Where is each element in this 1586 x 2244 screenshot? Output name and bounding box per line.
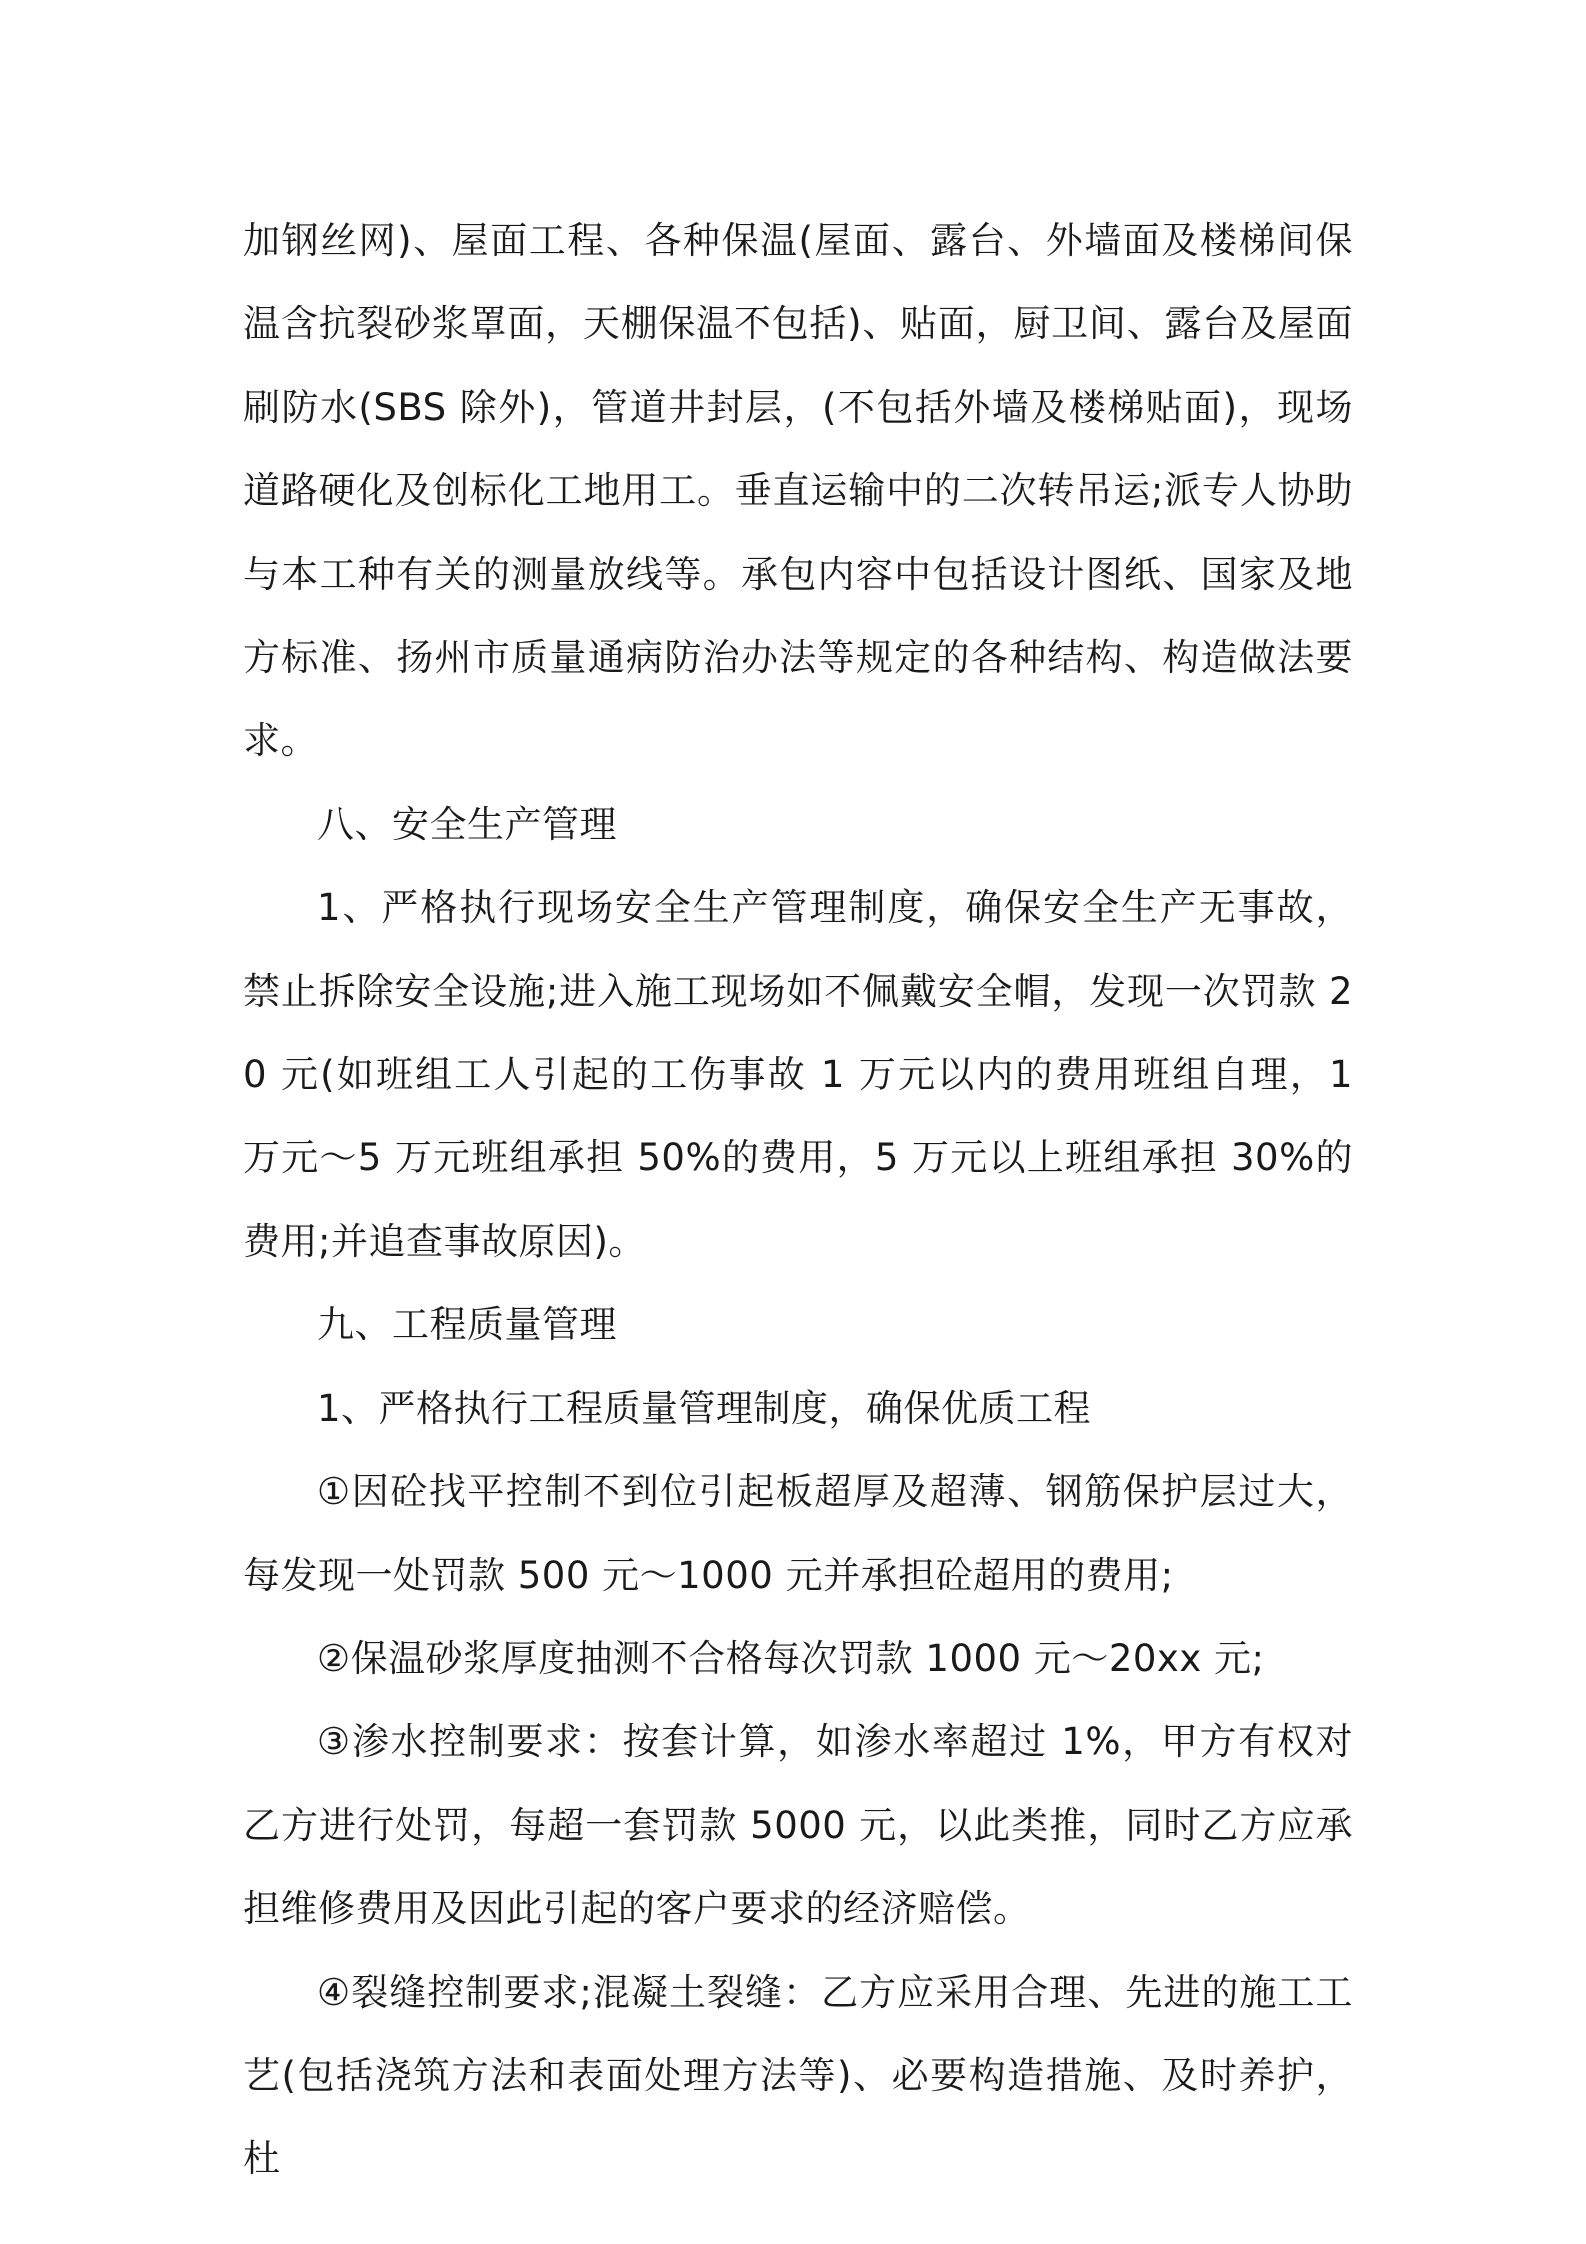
document-body [243, 199, 1353, 2201]
section-heading-quality: 九、工程质量管理 [317, 1303, 617, 1347]
paragraph-scope-continued: 加钢丝网)、屋面工程、各种保温(屋面、露台、外墙面及楼梯间保温含抗裂砂浆罩面，天棚保温不包括)、贴面，厨卫间、露台及屋面刷防水(SBS 除外)，管道井封层，(不包括外墙及楼梯贴面)，现场道路硬化及创标化工地用工。垂直运输中的二次转吊运;派专人协助与本工种有关的测量放线等。承包内容中包括设计图纸、国家及地方标准、扬州市质量通病防治办法等规定的各种结构、构造做法要求。 [243, 219, 1353, 763]
paragraph-quality-item-4: ④裂缝控制要求;混凝土裂缝：乙方应采用合理、先进的施工工艺(包括浇筑方法和表面处理方法等)、必要构造措施、及时养护，杜 [243, 1970, 1353, 2181]
section-heading-safety: 八、安全生产管理 [317, 802, 617, 846]
paragraph-safety-rule-1: 1、严格执行现场安全生产管理制度，确保安全生产无事故，禁止拆除安全设施;进入施工现场如不佩戴安全帽，发现一次罚款 20 元(如班组工人引起的工伤事故 1 万元以内的费用班组自理，1 万元～5 万元班组承担 50%的费用，5 万元以上班组承担 30%的费用;并追查事故原因)。 [243, 886, 1353, 1263]
paragraph-quality-item-2: ②保温砂浆厚度抽测不合格每次罚款 1000 元～20xx 元; [317, 1636, 1265, 1680]
paragraph-quality-item-1: ①因砼找平控制不到位引起板超厚及超薄、钢筋保护层过大，每发现一处罚款 500 元～1000 元并承担砼超用的费用; [243, 1470, 1353, 1597]
paragraph-quality-rule-1: 1、严格执行工程质量管理制度，确保优质工程 [317, 1386, 1092, 1430]
paragraph-quality-item-3: ③渗水控制要求：按套计算，如渗水率超过 1%，甲方有权对乙方进行处罚，每超一套罚款 5000 元，以此类推，同时乙方应承担维修费用及因此引起的客户要求的经济赔偿。 [243, 1720, 1353, 1931]
